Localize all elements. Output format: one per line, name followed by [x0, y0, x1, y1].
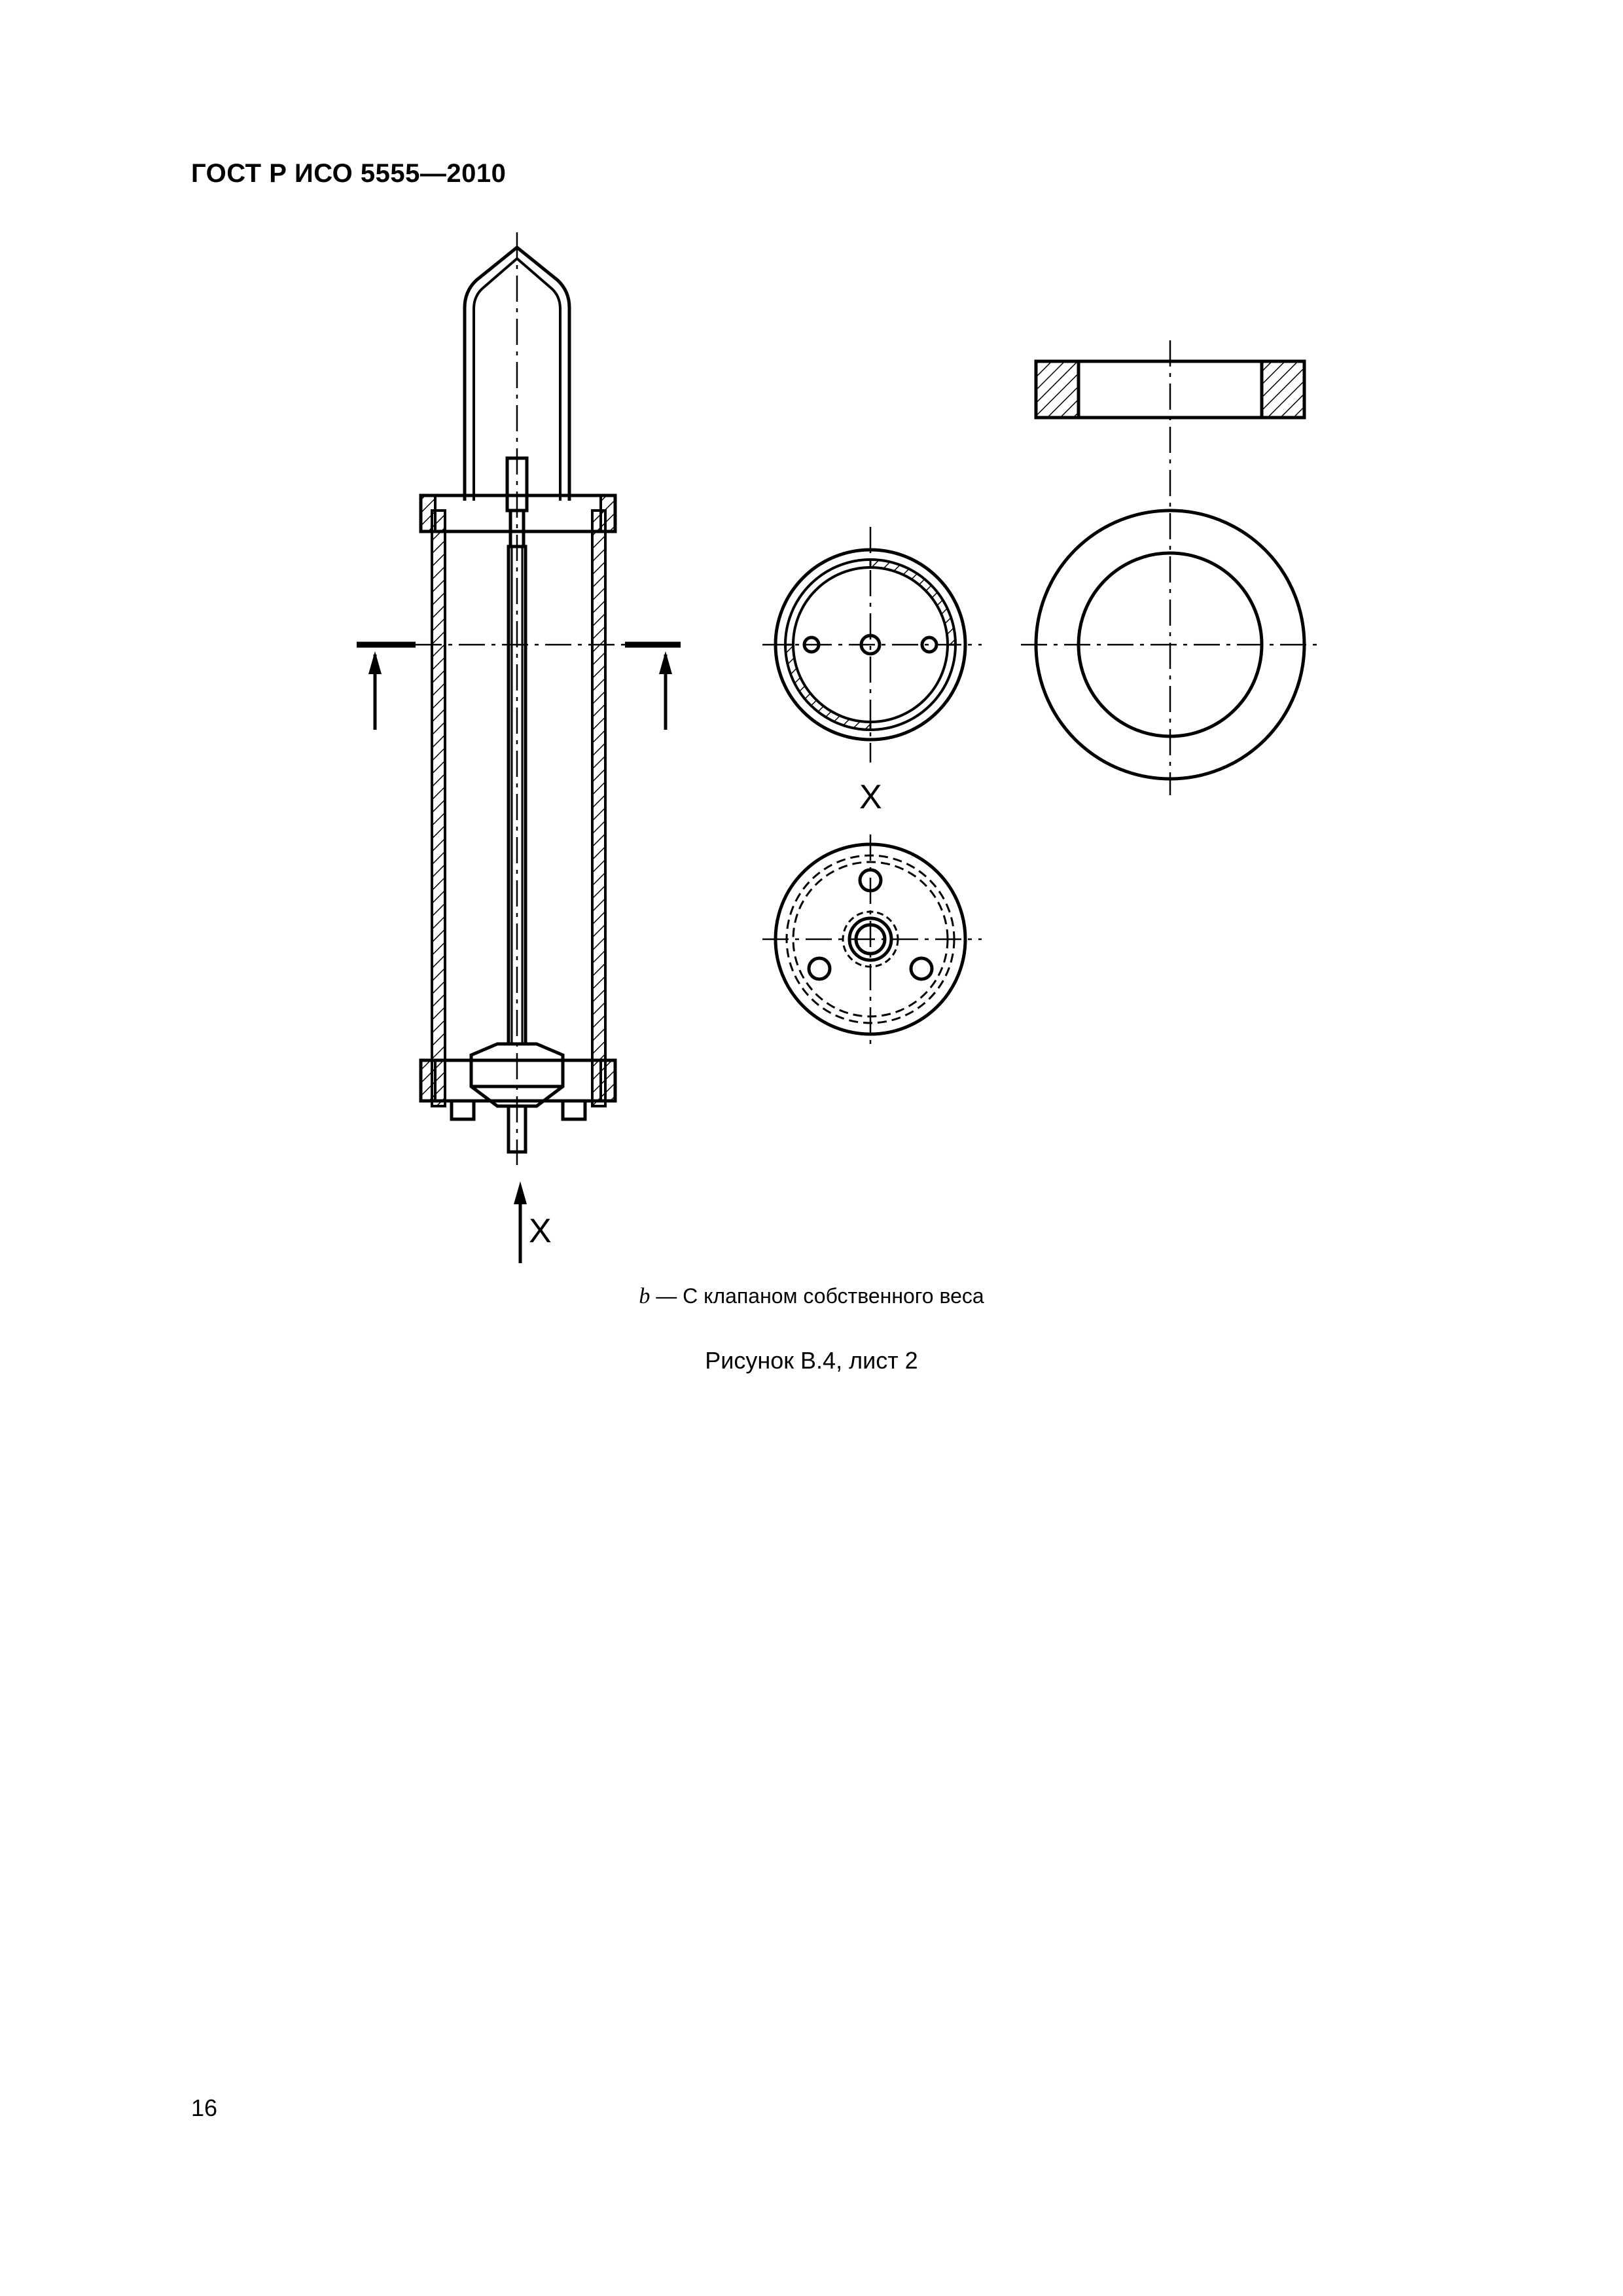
view-x-bottom [762, 834, 982, 1044]
subfigure-text: — С клапаном собственного веса [650, 1284, 984, 1308]
foot-left [452, 1101, 474, 1119]
page-number: 16 [191, 2094, 218, 2121]
sampler-section-view [357, 232, 681, 1263]
bottom-cap [421, 1060, 615, 1101]
cylinder-wall-left [432, 511, 445, 1106]
ring-views [1021, 340, 1322, 795]
document-header: ГОСТ Р ИСО 5555—2010 [191, 159, 507, 188]
cylinder-wall-right [592, 511, 605, 1106]
view-x-label: X [859, 778, 882, 816]
figure-caption: Рисунок В.4, лист 2 [705, 1347, 918, 1374]
subfigure-caption [0, 1284, 1623, 1309]
foot-right [563, 1101, 585, 1119]
view-arrow-label: X [529, 1212, 552, 1250]
top-cap [421, 495, 615, 531]
arrowheads [368, 651, 672, 1204]
cross-section-view [762, 527, 982, 762]
subfigure-letter: b [639, 1284, 651, 1308]
